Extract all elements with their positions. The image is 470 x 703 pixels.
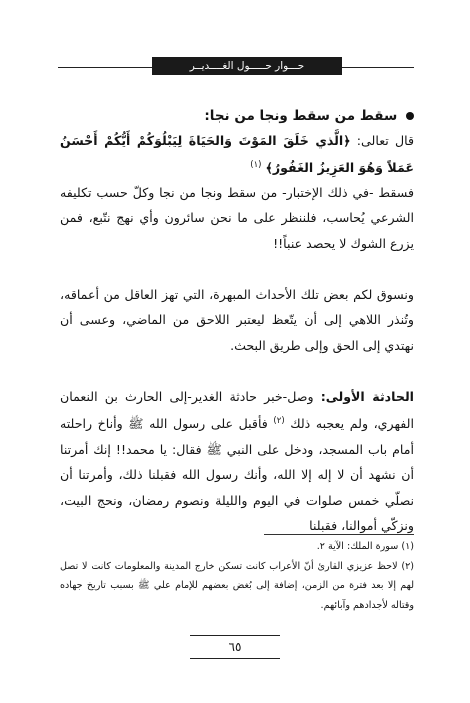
paragraph-3-part-a: وصل-خبر حادثة الغدير-إلى الحارث بن النعمان الفهري، ولم يعجبه ذلك [60,389,414,432]
footnote-2: (٢) لاحظ عزيزي القارئ أنّ الأعراب كانت تسكن خارج المدينة والمعلومات كانت لا تصل لهم إلا بعد فترة من الزمن، إضافة إلى بُغض بعضهم للإمام علي ﷺ بسبب تاريخ جهاده وقتاله لأجدادهم وآبائهم. [60,560,414,611]
paragraph-1: فسقط -في ذلك الإختبار- من سقط ونجا من نجا وكلّ حسب تكليفه الشرعي يُحاسب، فلننظر على ما نحن سائرون وأي نهج نتّبع، فمن يزرع الشوك لا يحصد عنباً!! [60,185,414,251]
section-heading-text: سقط من سقط ونجا من نجا: [204,108,398,124]
footnote-ref-1: (١) [250,160,262,171]
quran-ayah: ﴿الَّذي خَلَقَ المَوْتَ وَالحَيَاةَ لِيَبْلُوَكُمْ أَيُّكُمْ أَحْسَنُ عَمَلاً وَهُوَ العَزِيزُ الغَفُورُ﴾ [60,133,414,176]
footnote-ref-2: (٢) [273,416,285,427]
section-heading [60,104,414,129]
footnotes [60,537,414,615]
quran-verse [60,128,414,181]
incident-lead: الحادثة الأولى: [320,389,414,404]
page-number: ٦٥ [190,635,280,659]
running-header: حـــوار حـــــول الغــــديــر [152,57,342,75]
bullet-icon [406,112,414,120]
footnote-1: (١) سورة الملك: الآية ٢. [316,541,414,552]
paragraph-2: ونسوق لكم بعض تلك الأحداث المبهرة، التي تهز العاقل من أعماقه، وتُنذر اللاهي إلى أن يتّعظ ليعتبر اللاحق من الماضي، وعسى أن نهتدي إلى الحق وإلى طريق البحث. [60,287,414,353]
paragraph-3-part-b: فأقبل على رسول الله ﷺ وأناخ راحلته أمام باب المسجد، ودخل على النبي ﷺ فقال: يا محمد!! إنك أمرتنا أن نشهد أن لا إله إلا الله، وأنك رسول الله فقبلنا ذلك، وأمرتنا أن نصلّي خمس صلوات في اليوم والليلة ونصوم رمضان، ونحج البيت، ونزكّي أموالنا، فقبلنا [60,416,414,534]
paragraph-3 [60,384,414,539]
quran-intro: قال تعالى: [356,133,414,148]
footnote-rule [264,534,414,535]
